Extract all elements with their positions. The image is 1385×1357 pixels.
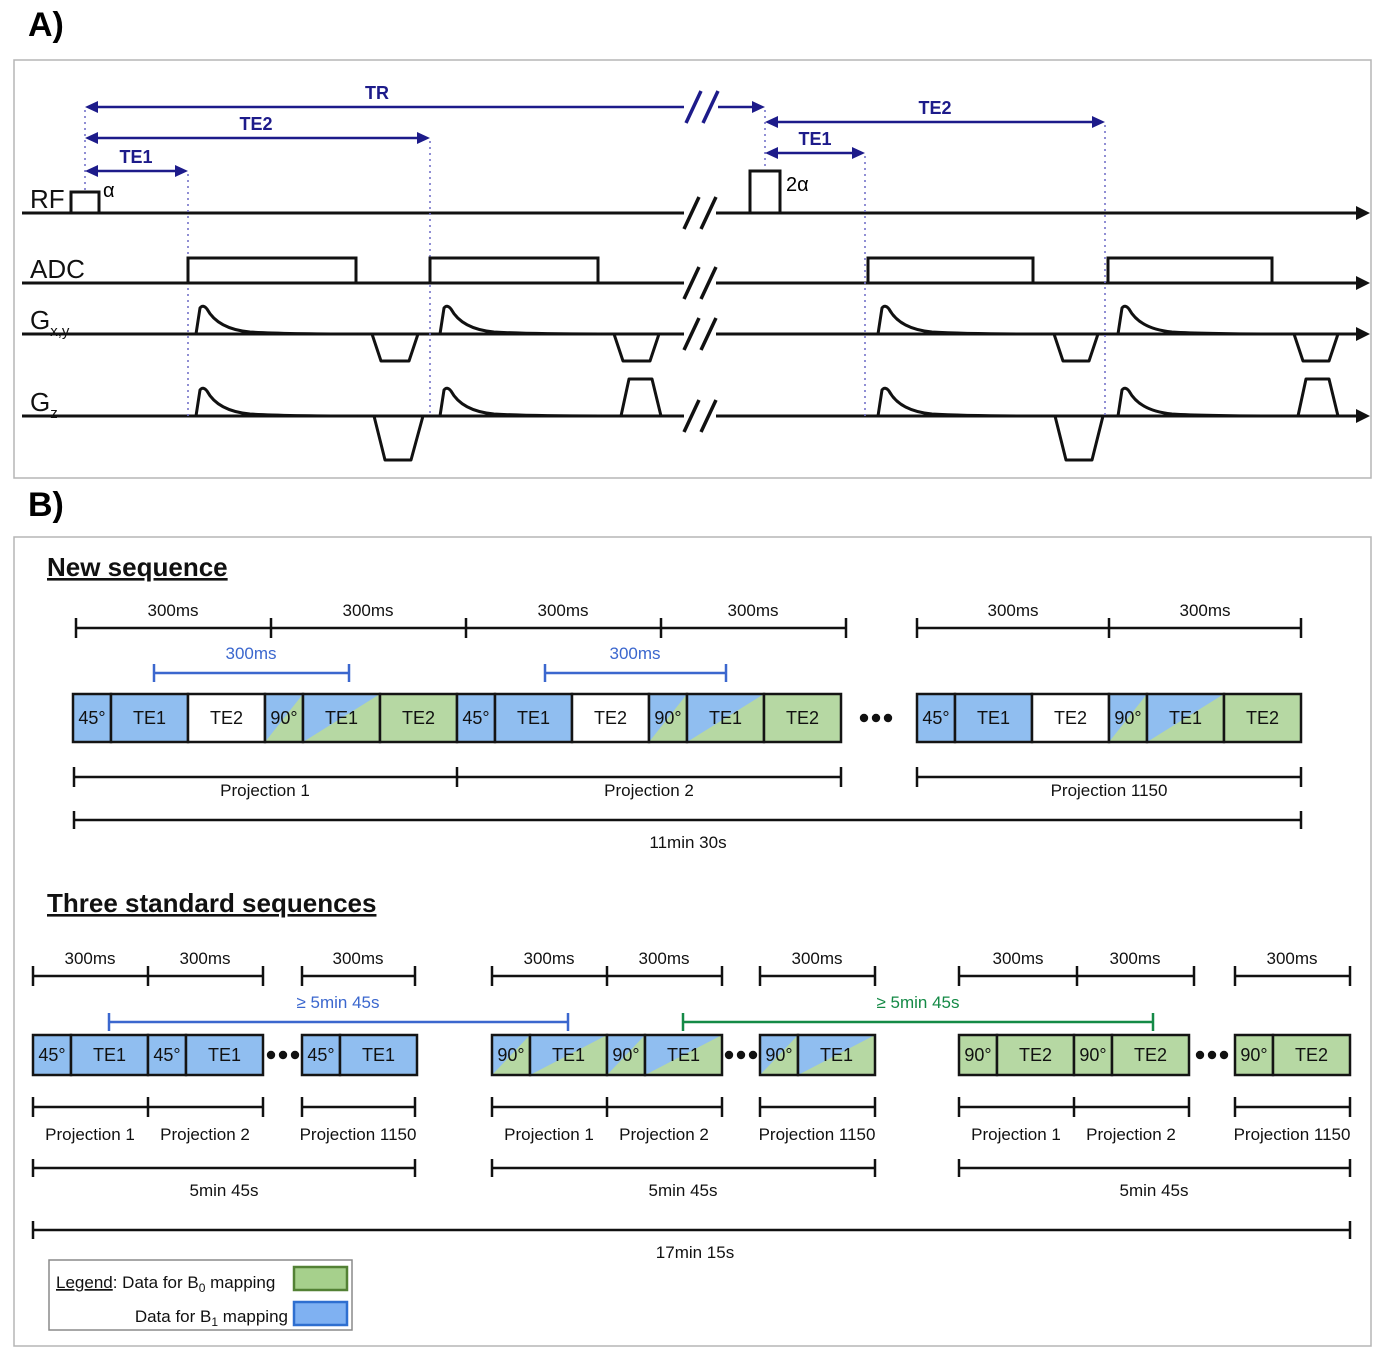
new-seq-cell-label: TE2 [401,708,436,728]
new-seq-echo-bracket-label: 300ms [609,644,661,663]
new-seq-cell-label: TE2 [209,708,244,728]
legend-row-text: Legend: Data for $B_0$ mapping [56,1273,276,1295]
std-projection-label: Projection 1150 [299,1125,417,1144]
std-ruler-label: 300ms [992,949,1044,968]
new-seq-cell-label: TE1 [708,708,743,728]
std-ellipsis [749,1051,757,1059]
std-projection-label: Projection 1150 [758,1125,876,1144]
alpha-label: α [103,180,115,202]
std-cell-label: 90° [1240,1045,1268,1065]
std-ruler-label: 300ms [791,949,843,968]
std-delay-bracket-label: ≥ 5min 45s [876,993,960,1012]
std-projection-label: Projection 2 [1086,1125,1176,1144]
tr-label: TR [365,83,389,103]
new-seq-cell-label: TE1 [132,708,167,728]
new-seq-ruler-label: 300ms [987,601,1039,620]
std-projection-label: Projection 1 [504,1125,594,1144]
new-seq-ruler-label: 300ms [537,601,589,620]
std-cell-label: 90° [765,1045,793,1065]
std-duration-bracket-label: 5min 45s [1119,1181,1189,1200]
std-total-duration-label: 17min 15s [655,1243,735,1262]
new-seq-cell-label: TE2 [785,708,820,728]
panel-b-border [14,537,1371,1346]
std-ruler-label: 300ms [638,949,690,968]
new-sequence-title: New sequence [47,552,228,582]
std-cell-label: TE1 [361,1045,396,1065]
std-cell-label: TE1 [207,1045,242,1065]
legend-swatch-b0-green [294,1267,347,1290]
new-seq-ruler-label: 300ms [147,601,199,620]
row-label-gxy: $G_{x,y}$ [30,305,70,340]
std-cell-label: 45° [38,1045,66,1065]
new-seq-ellipsis [872,714,880,722]
new-seq-cell-label: TE2 [1245,708,1280,728]
standard-sequences-title: Three standard sequences [47,888,377,918]
new-seq-cell-label: 45° [78,708,106,728]
std-projection-label: Projection 1 [971,1125,1061,1144]
std-cell-label: 90° [497,1045,525,1065]
std-cell-label: TE1 [666,1045,701,1065]
std-ruler-label: 300ms [1109,949,1161,968]
new-seq-ellipsis [860,714,868,722]
new-seq-ruler-label: 300ms [1179,601,1231,620]
new-seq-cell-label: 90° [654,708,682,728]
new-seq-cell-label: 45° [922,708,950,728]
std-duration-bracket-label: 5min 45s [648,1181,718,1200]
std-ruler-label: 300ms [523,949,575,968]
panel-a-header: A) [28,6,64,44]
std-ellipsis [737,1051,745,1059]
new-seq-cell-label: 45° [462,708,490,728]
new-seq-projection-label: Projection 1 [220,781,310,800]
std-ellipsis [267,1051,275,1059]
std-projection-label: Projection 1 [45,1125,135,1144]
std-cell-label: TE2 [1018,1045,1053,1065]
new-seq-ruler-label: 300ms [727,601,779,620]
std-cell-label: 45° [153,1045,181,1065]
new-seq-cell-label: 90° [270,708,298,728]
std-cell-label: 90° [1079,1045,1107,1065]
new-seq-cell-label: 90° [1114,708,1142,728]
te2-right-label: TE2 [918,98,952,118]
std-projection-label: Projection 2 [160,1125,250,1144]
std-cell-label: 90° [612,1045,640,1065]
std-duration-bracket-label: 5min 45s [189,1181,259,1200]
std-ruler-label: 300ms [332,949,384,968]
row-label-adc: ADC [30,254,85,284]
new-seq-projection-label: Projection 1150 [1050,781,1168,800]
row-label-gz: $G_z$ [30,387,58,422]
new-seq-total-duration-label: 11min 30s [649,833,727,852]
std-ellipsis [1220,1051,1228,1059]
std-cell-label: TE1 [819,1045,854,1065]
new-seq-cell-label: TE1 [516,708,551,728]
std-cell-label: 45° [307,1045,335,1065]
std-ellipsis [279,1051,287,1059]
new-seq-ruler-label: 300ms [342,601,394,620]
std-ruler-label: 300ms [64,949,116,968]
row-label-rf: RF [30,184,65,214]
std-cell-label: 90° [964,1045,992,1065]
legend-swatch-b1-blue [294,1302,347,1325]
new-seq-cell-label: TE1 [976,708,1011,728]
new-seq-projection-label: Projection 2 [604,781,694,800]
std-projection-label: Projection 2 [619,1125,709,1144]
new-seq-echo-bracket-label: 300ms [225,644,277,663]
legend-row-text: Data for $B_1$ mapping [134,1307,288,1329]
new-seq-ellipsis [884,714,892,722]
std-ellipsis [291,1051,299,1059]
std-ruler-label: 300ms [179,949,231,968]
te1-right-label: TE1 [798,129,832,149]
te1-left-label: TE1 [119,147,153,167]
std-cell-label: TE2 [1294,1045,1329,1065]
std-cell-label: TE2 [1133,1045,1168,1065]
std-cell-label: TE1 [92,1045,127,1065]
new-seq-cell-label: TE2 [593,708,628,728]
std-ruler-label: 300ms [1266,949,1318,968]
std-ellipsis [1208,1051,1216,1059]
panel-b-header: B) [28,486,64,524]
std-delay-bracket-label: ≥ 5min 45s [296,993,380,1012]
std-cell-label: TE1 [551,1045,586,1065]
std-ellipsis [1196,1051,1204,1059]
new-seq-cell-label: TE1 [324,708,359,728]
new-seq-cell-label: TE2 [1053,708,1088,728]
std-ellipsis [725,1051,733,1059]
new-seq-cell-label: TE1 [1168,708,1203,728]
std-projection-label: Projection 1150 [1233,1125,1351,1144]
two-alpha-label: 2α [786,174,809,196]
te2-left-label: TE2 [239,114,273,134]
